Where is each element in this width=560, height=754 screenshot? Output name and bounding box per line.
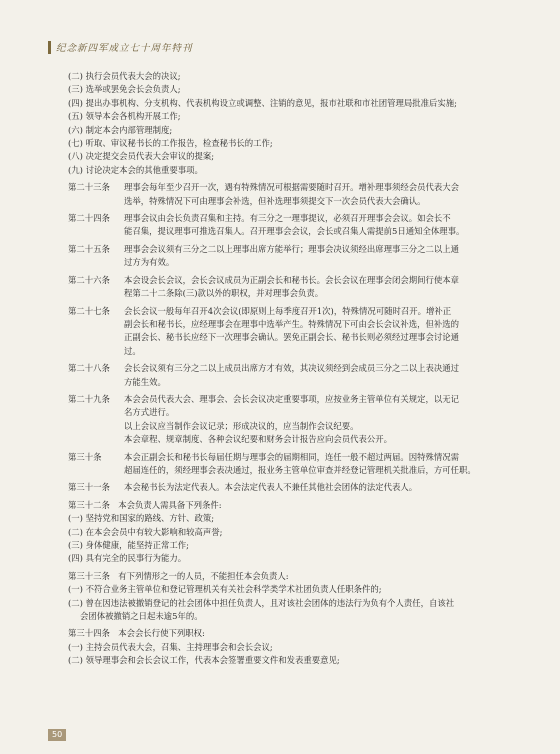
article-25 — [68, 243, 518, 270]
article-line: 方能生效。 — [124, 376, 166, 387]
article-title: 第三十二条 本会负责人需具备下列条件: — [68, 499, 222, 510]
article-29 — [68, 393, 518, 447]
list-item: (七) 听取、审议秘书长的工作报告，检查秘书长的工作; — [68, 138, 273, 149]
list-item: (二) 领导理事会和会长会议工作，代表本会签署重要文件和发表重要意见; — [68, 655, 340, 666]
article-30 — [68, 451, 518, 478]
article-number: 第二十六条 — [68, 274, 110, 285]
running-header — [48, 40, 193, 54]
article-line: 超届连任的，须经理事会表决通过，报业务主管单位审查并经登记管理机关批准后，方可任职。 — [124, 464, 476, 475]
list-item: (二) 曾在因违法被撤销登记的社会团体中担任负责人，且对该社会团体的违法行为负有个人责任，自该社 — [68, 597, 455, 608]
article-number: 第二十五条 — [68, 243, 110, 254]
article-body — [124, 451, 518, 478]
article-number: 第二十八条 — [68, 363, 110, 374]
article-body — [124, 181, 518, 208]
article-number: 第二十四条 — [68, 213, 110, 224]
header-accent-bar — [48, 41, 51, 54]
article-title: 第三十三条 有下列情形之一的人员，不能担任本会负责人: — [68, 570, 289, 581]
article-body — [124, 274, 518, 301]
article-title: 第三十四条 本会会长行使下列职权: — [68, 628, 205, 639]
article-number: 第二十九条 — [68, 393, 110, 404]
article-27 — [68, 305, 518, 359]
article-24 — [68, 212, 518, 239]
list-item: (四) 提出办事机构、分支机构、代表机构设立或调整、注销的意见，报市社联和市社团管理局批准后实施; — [68, 97, 457, 108]
article-26 — [68, 274, 518, 301]
article-body — [124, 362, 518, 389]
page-number: 50 — [48, 729, 66, 741]
article-line: 名方式进行。 — [124, 407, 175, 418]
article-line: 理事会会议须有三分之二以上理事出席方能举行；理事会决议须经出席理事三分之二以上通 — [124, 243, 459, 254]
article-28 — [68, 362, 518, 389]
list-item: (三) 选举或罢免会长会负责人; — [68, 84, 181, 95]
article-line: 程第二十二条除(三)款以外的职权，并对理事会负责。 — [124, 288, 324, 299]
article-line: 本会章程、规章制度、各种会议纪要和财务会计报告应向会员代表公开。 — [124, 434, 392, 445]
article-line: 正副会长、秘书长应经下一次理事会确认。罢免正副会长、秘书长则必须经过理事会讨论通 — [124, 332, 459, 343]
article-body — [124, 212, 518, 239]
article-line: 理事会每年至少召开一次，遇有特殊情况可根据需要随时召开。增补理事须经会员代表大会 — [124, 182, 459, 193]
intro-list — [68, 70, 518, 177]
header-title: 纪念新四军成立七十周年特刊 — [56, 43, 193, 54]
article-line: 过方为有效。 — [124, 257, 175, 268]
article-body — [124, 243, 518, 270]
list-item: (一) 不符合业务主管单位和登记管理机关有关社会科学类学术社团负责人任职条件的; — [68, 584, 382, 595]
article-line: 本会正副会长和秘书长每届任期与理事会的届期相同，连任一般不超过两届。因特殊情况需 — [124, 451, 459, 462]
list-item: (八) 决定提交会员代表大会审议的提案; — [68, 151, 215, 162]
article-line: 以上会议应当制作会议记录；形成决议的，应当制作会议纪要。 — [124, 420, 359, 431]
article-32 — [68, 499, 518, 566]
list-item-continuation: 会团体被撤销之日起未逾5年的。 — [80, 611, 203, 622]
article-33 — [68, 570, 518, 624]
list-item: (一) 主持会员代表大会，召集、主持理事会和会长会议; — [68, 641, 273, 652]
article-line: 选举，特殊情况下可由理事会补选，但补选理事须提交下一次会员代表大会确认。 — [124, 195, 426, 206]
article-line: 本会会员代表大会、理事会、会长会议决定重要事项，应按业务主管单位有关规定，以无记 — [124, 393, 459, 404]
article-line: 本会秘书长为法定代表人。本会法定代表人不兼任其他社会团体的法定代表人。 — [124, 482, 418, 493]
article-23 — [68, 181, 518, 208]
article-34 — [68, 627, 518, 667]
article-line: 理事会议由会长负责召集和主持。有三分之一理事提议，必须召开理事会会议。如会长不 — [124, 213, 451, 224]
list-item: (五) 领导本会各机构开展工作; — [68, 111, 181, 122]
list-item: (二) 执行会员代表大会的决议; — [68, 71, 181, 81]
article-body — [124, 393, 518, 447]
article-line: 能召集，提议理事可推选召集人。召开理事会会议，会长或召集人需提前5日通知全体理事。 — [124, 226, 465, 237]
list-item: (四) 具有完全的民事行为能力。 — [68, 553, 187, 564]
article-number: 第三十条 — [68, 451, 102, 462]
article-line: 过。 — [124, 345, 141, 356]
article-line: 副会长和秘书长，应经理事会在理事中选举产生。特殊情况下可由会长会议补选，但补选的 — [124, 318, 459, 329]
list-item: (一) 坚持党和国家的路线、方针、政策; — [68, 513, 215, 524]
article-line: 会长会议一般每年召开4次会议(即原则上每季度召开1次)，特殊情况可随时召开。增补正 — [124, 305, 452, 316]
list-item: (二) 在本会会员中有较大影响和较高声誉; — [68, 526, 223, 537]
list-item: (六) 制定本会内部管理制度; — [68, 124, 173, 135]
article-body — [124, 481, 518, 494]
article-line: 会长会议须有三分之二以上成员出席方才有效，其决议须经到会成员三分之二以上表决通过 — [124, 363, 459, 374]
article-number: 第二十三条 — [68, 182, 110, 193]
article-31 — [68, 481, 518, 494]
list-item: (九) 讨论决定本会的其他重要事项。 — [68, 164, 203, 175]
page-content — [68, 70, 518, 668]
article-body — [124, 305, 518, 359]
article-line: 本会设会长会议，会长会议成员为正副会长和秘书长。会长会议在理事会闭会期间行使本章 — [124, 274, 459, 285]
article-number: 第三十一条 — [68, 482, 110, 493]
article-number: 第二十七条 — [68, 305, 110, 316]
list-item: (三) 身体健康，能坚持正常工作; — [68, 540, 189, 550]
